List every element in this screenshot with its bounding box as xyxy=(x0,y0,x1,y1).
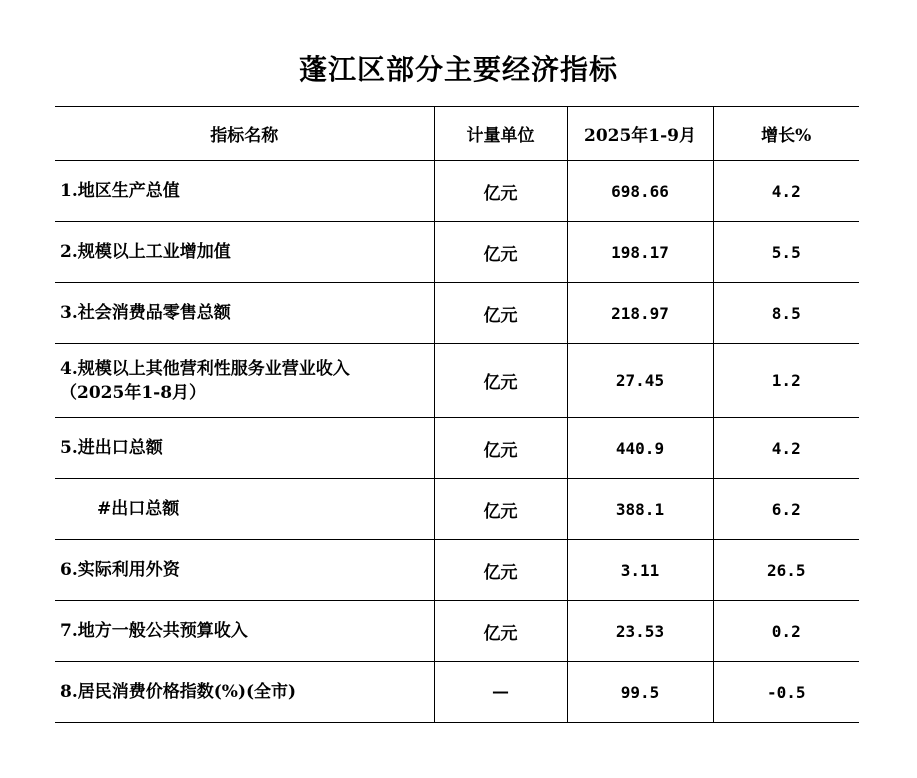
indicator-unit: 亿元 xyxy=(434,601,567,662)
indicator-name: 5.进出口总额 xyxy=(55,418,434,479)
header-growth: 增长% xyxy=(713,107,859,161)
table-row xyxy=(55,540,859,601)
indicator-unit: 亿元 xyxy=(434,222,567,283)
indicator-value: 698.66 xyxy=(567,161,713,222)
indicator-name: 3.社会消费品零售总额 xyxy=(55,283,434,344)
indicator-growth: 1.2 xyxy=(713,344,859,418)
indicator-name: 6.实际利用外资 xyxy=(55,540,434,601)
indicator-name: #出口总额 xyxy=(55,479,434,540)
header-indicator-name: 指标名称 xyxy=(55,107,434,161)
indicator-growth: 26.5 xyxy=(713,540,859,601)
page-title: 蓬江区部分主要经济指标 xyxy=(298,53,618,86)
indicator-growth: 5.5 xyxy=(713,222,859,283)
header-period: 2025年1-9月 xyxy=(567,107,713,161)
indicator-unit: 亿元 xyxy=(434,283,567,344)
indicator-name: 4.规模以上其他营利性服务业营业收入 xyxy=(60,358,350,379)
table-row xyxy=(55,418,859,479)
table-row xyxy=(55,161,859,222)
indicator-growth: 6.2 xyxy=(713,479,859,540)
indicator-unit: 亿元 xyxy=(434,344,567,418)
economic-indicators-table xyxy=(55,106,859,723)
indicator-name-cell xyxy=(55,344,434,418)
indicator-unit: 亿元 xyxy=(434,161,567,222)
table-row xyxy=(55,283,859,344)
indicator-unit: — xyxy=(434,662,567,723)
indicator-value: 99.5 xyxy=(567,662,713,723)
indicator-growth: 4.2 xyxy=(713,161,859,222)
table-row xyxy=(55,222,859,283)
indicator-value: 388.1 xyxy=(567,479,713,540)
table-header-row xyxy=(55,107,859,161)
table-row xyxy=(55,662,859,723)
indicator-value: 218.97 xyxy=(567,283,713,344)
table-row xyxy=(55,479,859,540)
indicator-value: 27.45 xyxy=(567,344,713,418)
indicator-growth: 0.2 xyxy=(713,601,859,662)
indicator-name: 1.地区生产总值 xyxy=(55,161,434,222)
indicator-value: 23.53 xyxy=(567,601,713,662)
indicator-name: 2.规模以上工业增加值 xyxy=(55,222,434,283)
indicator-period-note: （2025年1-8月） xyxy=(60,382,207,403)
indicator-name: 7.地方一般公共预算收入 xyxy=(55,601,434,662)
indicator-growth: -0.5 xyxy=(713,662,859,723)
table-row xyxy=(55,344,859,418)
indicator-value: 440.9 xyxy=(567,418,713,479)
header-unit: 计量单位 xyxy=(434,107,567,161)
indicator-growth: 4.2 xyxy=(713,418,859,479)
indicator-growth: 8.5 xyxy=(713,283,859,344)
indicator-unit: 亿元 xyxy=(434,418,567,479)
table-row xyxy=(55,601,859,662)
indicator-unit: 亿元 xyxy=(434,479,567,540)
indicator-value: 3.11 xyxy=(567,540,713,601)
indicator-unit: 亿元 xyxy=(434,540,567,601)
indicator-value: 198.17 xyxy=(567,222,713,283)
indicator-name: 8.居民消费价格指数(%)(全市) xyxy=(55,662,434,723)
